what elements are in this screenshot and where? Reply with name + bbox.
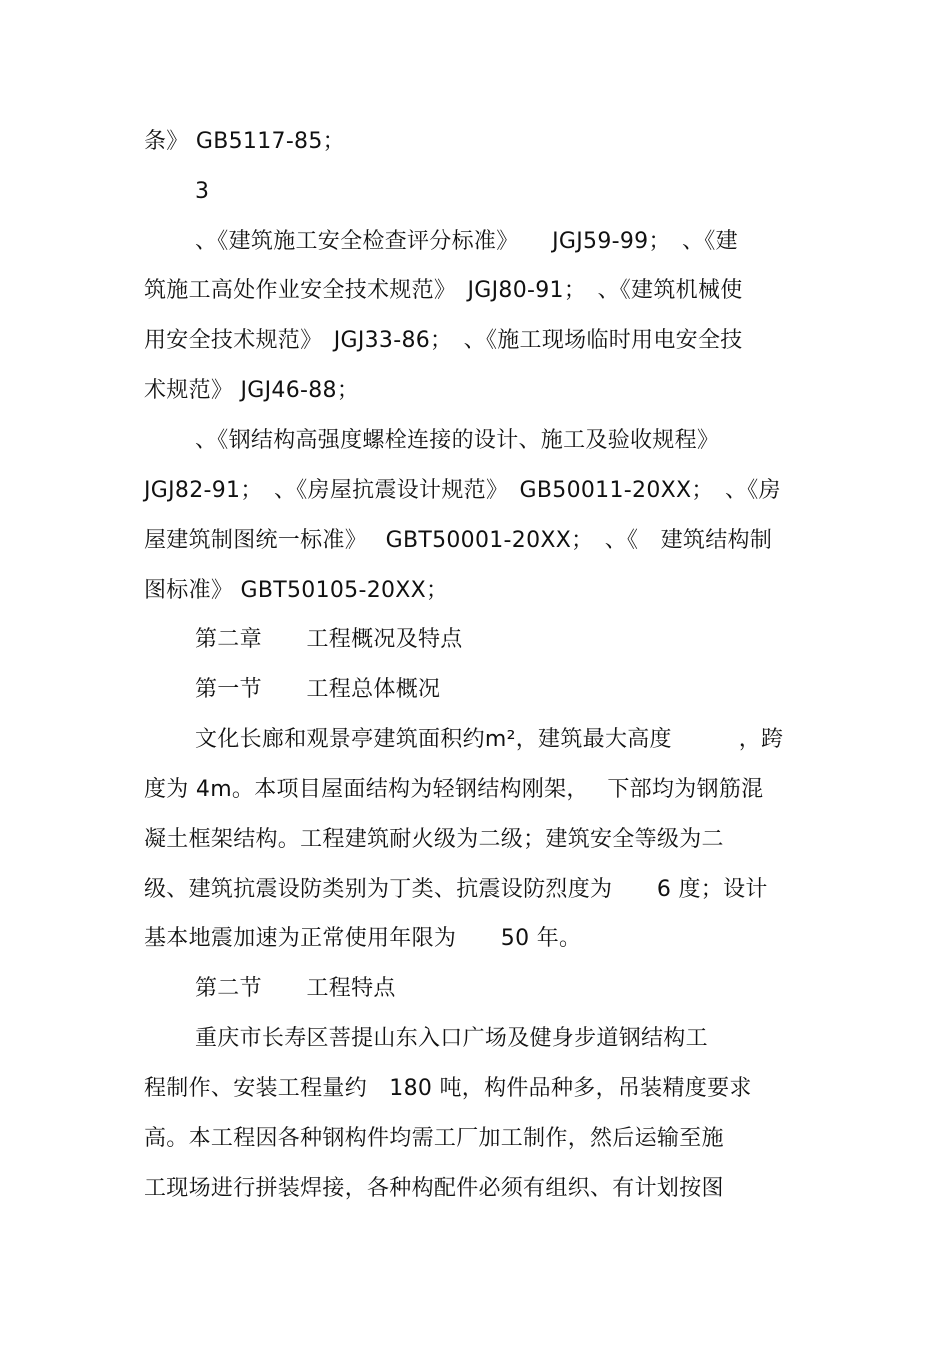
section-heading: 第一节 工程总体概况	[195, 677, 441, 702]
text-line: 屋建筑制图统一标准》 GBT50001-20XX； 、《 建筑结构制	[144, 528, 773, 553]
text-line: 高。本工程因各种钢构件均需工厂加工制作，然后运输至施	[144, 1126, 724, 1151]
text-line: 、《钢结构高强度螺栓连接的设计、施工及验收规程》	[195, 428, 720, 453]
section-heading: 第二节 工程特点	[195, 976, 396, 1001]
text-line: 用安全技术规范》 JGJ33-86； 、《施工现场临时用电安全技	[144, 328, 743, 353]
text-line: 文化长廊和观景亭建筑面积约m²，建筑最大高度 ，跨	[195, 727, 784, 752]
text-line: 级、建筑抗震设防类别为丁类、抗震设防烈度为 6 度；设计	[144, 877, 768, 902]
text-line: JGJ82-91； 、《房屋抗震设计规范》 GB50011-20XX； 、《房	[144, 478, 781, 503]
text-line: 重庆市长寿区菩提山东入口广场及健身步道钢结构工	[195, 1026, 708, 1051]
text-line: 度为 4m。本项目屋面结构为轻钢结构刚架， 下部均为钢筋混	[144, 777, 764, 802]
text-line: 3	[195, 179, 210, 204]
text-line: 基本地震加速为正常使用年限为 50 年。	[144, 926, 582, 951]
text-line: 图标准》 GBT50105-20XX；	[144, 578, 449, 603]
text-line: 筑施工高处作业安全技术规范》 JGJ80-91； 、《建筑机械使	[144, 278, 743, 303]
text-line: 程制作、安装工程量约 180 吨，构件品种多，吊装精度要求	[144, 1076, 752, 1101]
chapter-heading: 第二章 工程概况及特点	[195, 627, 463, 652]
text-line: 工现场进行拼装焊接，各种构配件必须有组织、有计划按图	[144, 1176, 724, 1201]
text-line: 术规范》 JGJ46-88；	[144, 378, 360, 403]
text-line: 凝土框架结构。工程建筑耐火级为二级；建筑安全等级为二	[144, 827, 724, 852]
text-line: 条》 GB5117-85；	[144, 129, 345, 154]
text-line: 、《建筑施工安全检查评分标准》 JGJ59-99； 、《建	[195, 229, 738, 254]
